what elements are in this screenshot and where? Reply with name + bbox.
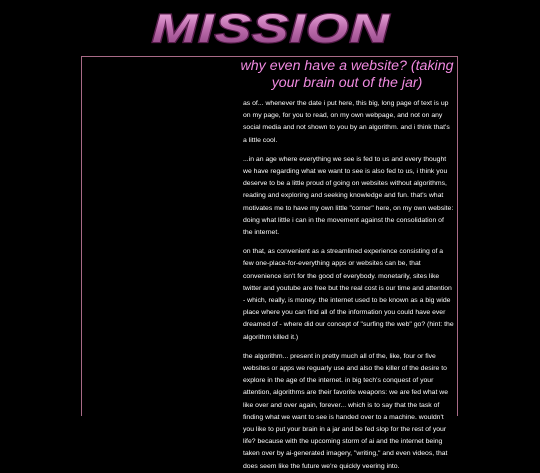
article-paragraph: ...in an age where everything we see is fed to us and every thought we have regarding what we want to see is also fed to us, i think you deserve to be a little proud of going on websites without algorithms, reading and exploring and seeking knowledge and fun. that's what motivates me to have my own little "corner" here, on my own website: doing what little i can in the movement against the consolidation of the internet. (243, 155, 454, 237)
logo-text: MISSION (152, 7, 391, 51)
site-logo[interactable] (148, 6, 394, 52)
article-paragraph: the algorithm... present in pretty much all of the, like, four or five websites or apps we reguarly use and also the killer of the desire to explore in the age of the internet. in big tech's conquest of your attention, algorithms are their favorite weapons: we are fed what we like over and over again, forever... which is to say that the task of finding what we want to see is handed over to a machine. wouldn't you like to put your brain in a jar and be fed slop for the rest of your life? because with the upcoming storm of ai and the internet being taken over by ai-generated imagery, "writing," and even videos, that does seem like the future we're quickly veering into. (243, 352, 449, 470)
article-paragraph: on that, as convenient as a streamlined experience consisting of a few one-place-for-everything apps or websites can be, that convenience isn't for the good of everybody. monetarily, sites like twitter and youtube are free but the real cost is our time and attention - which, really, is money. the internet used to be known as a big wide place where you can find all of the information you could have ever dreamed of - where did our concept of "surfing the web" go? (hint: the algorithm killed it.) (243, 248, 454, 341)
logo-wordmark (148, 6, 394, 52)
article-headline: why even have a website? (taking your brain out of the jar) (240, 58, 454, 91)
article (240, 56, 454, 473)
article-paragraph: as of... whenever the date i put here, this big, long page of text is up on my page, for you to read, on my own webpage, and not on any social media and not shown to you by an algorithm. and i think that's a little cool. (243, 100, 450, 144)
